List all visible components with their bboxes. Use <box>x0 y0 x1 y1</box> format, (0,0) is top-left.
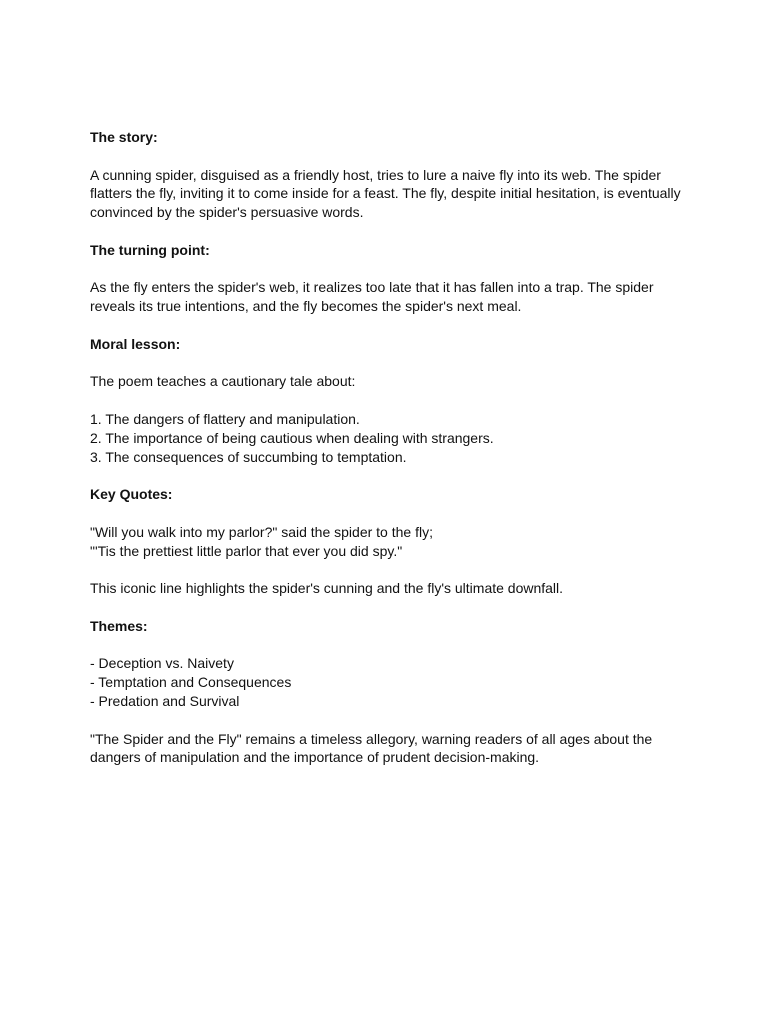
moral-lesson-intro: The poem teaches a cautionary tale about: <box>90 373 356 390</box>
list-item: - Temptation and Consequences <box>90 674 292 691</box>
moral-lesson-list <box>90 410 690 466</box>
section-heading-key-quotes: Key Quotes: <box>90 486 173 503</box>
spacer <box>90 391 690 410</box>
section-heading-themes: Themes: <box>90 617 148 634</box>
spacer <box>90 354 690 373</box>
list-item: 1. The dangers of flattery and manipulation. <box>90 410 360 427</box>
quote-line: "'Tis the prettiest little parlor that ever you did spy." <box>90 542 403 559</box>
document-body <box>90 128 690 767</box>
story-line: convinced by the spider's persuasive words. <box>90 204 364 221</box>
section-heading-turning-point: The turning point: <box>90 241 210 258</box>
spacer <box>90 504 690 523</box>
spacer <box>90 316 690 335</box>
turning-point-line: reveals its true intentions, and the fly becomes the spider's next meal. <box>90 298 522 315</box>
list-item: 3. The consequences of succumbing to temptation. <box>90 448 407 465</box>
spacer <box>90 260 690 279</box>
key-quote-block <box>90 523 690 561</box>
story-line: flatters the fly, inviting it to come inside for a feast. The fly, despite initial hesitation, is eventually <box>90 185 681 202</box>
story-paragraph <box>90 166 690 222</box>
quote-line: "Will you walk into my parlor?" said the spider to the fly; <box>90 523 433 540</box>
section-heading-moral-lesson: Moral lesson: <box>90 335 181 352</box>
conclusion-line: dangers of manipulation and the importance of prudent decision-making. <box>90 749 540 766</box>
conclusion-paragraph <box>90 730 690 768</box>
spacer <box>90 711 690 730</box>
conclusion-line: "The Spider and the Fly" remains a timeless allegory, warning readers of all ages about the <box>90 730 653 747</box>
spacer <box>90 636 690 655</box>
story-line: A cunning spider, disguised as a friendly host, tries to lure a naive fly into its web. The spider <box>90 166 661 183</box>
turning-point-line: As the fly enters the spider's web, it realizes too late that it has fallen into a trap. The spider <box>90 279 654 296</box>
turning-point-paragraph <box>90 278 690 316</box>
section-heading-story: The story: <box>90 129 158 145</box>
spacer <box>90 560 690 579</box>
list-item: - Deception vs. Naivety <box>90 655 234 672</box>
spacer <box>90 598 690 617</box>
spacer <box>90 222 690 241</box>
list-item: 2. The importance of being cautious when dealing with strangers. <box>90 429 494 446</box>
list-item: - Predation and Survival <box>90 692 240 709</box>
themes-list <box>90 654 690 710</box>
spacer <box>90 147 690 166</box>
key-quote-commentary: This iconic line highlights the spider's cunning and the fly's ultimate downfall. <box>90 580 564 597</box>
spacer <box>90 466 690 485</box>
